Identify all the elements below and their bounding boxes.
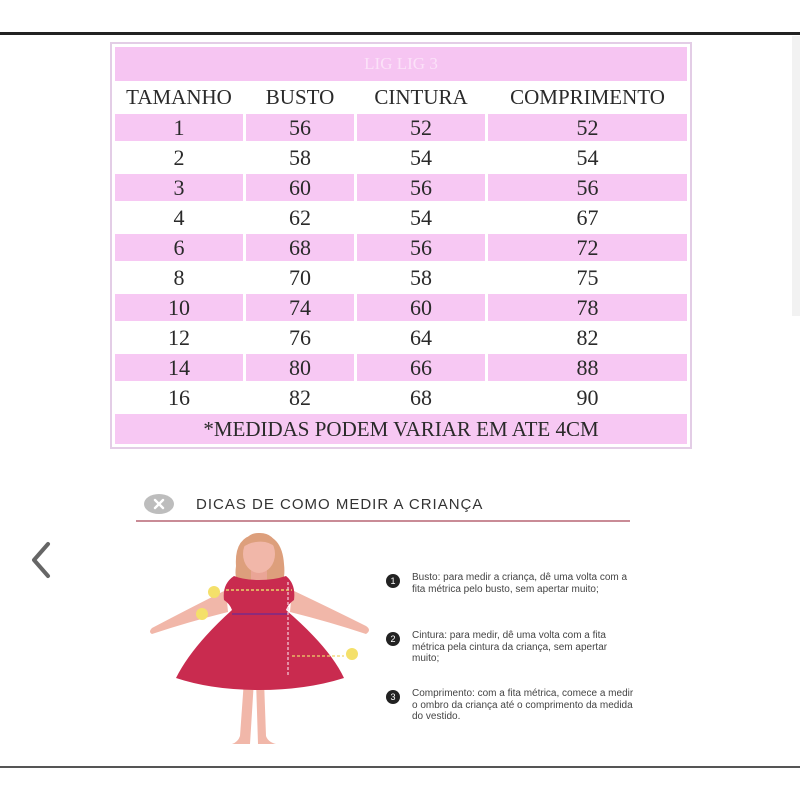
- cell-comprimento: 88: [488, 354, 687, 381]
- table-row: [115, 294, 687, 321]
- cell-size: 10: [115, 294, 243, 321]
- cell-size: 2: [115, 144, 243, 171]
- cell-comprimento: 54: [488, 144, 687, 171]
- table-row: [115, 264, 687, 291]
- step-text: Busto: para medir a criança, dê uma volta com a fita métrica pelo busto, sem apertar muito;: [412, 572, 628, 595]
- header-cintura: CINTURA: [357, 84, 485, 111]
- cell-cintura: 60: [357, 294, 485, 321]
- cell-busto: 56: [246, 114, 354, 141]
- header-comprimento: COMPRIMENTO: [488, 84, 687, 111]
- measuring-tips-panel: [130, 486, 640, 758]
- cell-size: 16: [115, 384, 243, 411]
- table-row: [115, 354, 687, 381]
- cell-cintura: 54: [357, 204, 485, 231]
- cell-busto: 74: [246, 294, 354, 321]
- cell-busto: 76: [246, 324, 354, 351]
- cell-comprimento: 90: [488, 384, 687, 411]
- header-tamanho: TAMANHO: [115, 84, 243, 111]
- bottom-divider: [0, 766, 800, 768]
- table-row: [115, 174, 687, 201]
- waist-label-dot: [196, 608, 208, 620]
- step-text: Comprimento: com a fita métrica, comece a medir o ombro da criança até o comprimento da medida do vestido.: [412, 688, 634, 722]
- bust-label-dot: [208, 586, 220, 598]
- step-number: 3: [386, 690, 400, 704]
- measurement-note: *MEDIDAS PODEM VARIAR EM ATE 4CM: [115, 414, 687, 444]
- cell-size: 6: [115, 234, 243, 261]
- table-row: [115, 204, 687, 231]
- cell-comprimento: 67: [488, 204, 687, 231]
- previous-image-button[interactable]: [24, 540, 58, 580]
- cell-cintura: 56: [357, 174, 485, 201]
- tips-badge: [144, 494, 174, 514]
- step-number: 2: [386, 632, 400, 646]
- cell-size: 1: [115, 114, 243, 141]
- cell-busto: 70: [246, 264, 354, 291]
- table-note-row: [115, 414, 687, 444]
- table-row: [115, 234, 687, 261]
- table-title-row: [115, 47, 687, 81]
- cell-cintura: 58: [357, 264, 485, 291]
- cell-size: 3: [115, 174, 243, 201]
- dress-shape: [176, 576, 344, 690]
- table-row: [115, 114, 687, 141]
- cell-cintura: 56: [357, 234, 485, 261]
- cell-size: 4: [115, 204, 243, 231]
- cell-busto: 60: [246, 174, 354, 201]
- top-divider: [0, 32, 800, 35]
- cell-comprimento: 72: [488, 234, 687, 261]
- cell-comprimento: 56: [488, 174, 687, 201]
- next-image-edge: [792, 36, 800, 316]
- close-icon: [152, 497, 166, 511]
- table-row: [115, 144, 687, 171]
- cell-size: 12: [115, 324, 243, 351]
- step-number: 1: [386, 574, 400, 588]
- tips-title: DICAS DE COMO MEDIR A CRIANÇA: [196, 496, 484, 513]
- table-header-row: [115, 84, 687, 111]
- cell-busto: 62: [246, 204, 354, 231]
- table-row: [115, 324, 687, 351]
- cell-comprimento: 75: [488, 264, 687, 291]
- table-row: [115, 384, 687, 411]
- child-figure-illustration: [140, 530, 380, 758]
- cell-cintura: 54: [357, 144, 485, 171]
- step-text: Cintura: para medir, dê uma volta com a fita métrica pela cintura da criança, sem apertar muito;: [412, 630, 608, 664]
- cell-busto: 68: [246, 234, 354, 261]
- cell-comprimento: 52: [488, 114, 687, 141]
- cell-comprimento: 78: [488, 294, 687, 321]
- tips-underline: [136, 520, 630, 522]
- cell-size: 8: [115, 264, 243, 291]
- cell-busto: 82: [246, 384, 354, 411]
- size-chart-table: [112, 44, 690, 447]
- cell-comprimento: 82: [488, 324, 687, 351]
- chevron-left-icon: [28, 540, 54, 580]
- header-busto: BUSTO: [246, 84, 354, 111]
- cell-busto: 58: [246, 144, 354, 171]
- cell-cintura: 68: [357, 384, 485, 411]
- cell-busto: 80: [246, 354, 354, 381]
- table-title: LIG LIG 3: [115, 47, 687, 81]
- length-label-dot: [346, 648, 358, 660]
- cell-size: 14: [115, 354, 243, 381]
- cell-cintura: 64: [357, 324, 485, 351]
- cell-cintura: 66: [357, 354, 485, 381]
- cell-cintura: 52: [357, 114, 485, 141]
